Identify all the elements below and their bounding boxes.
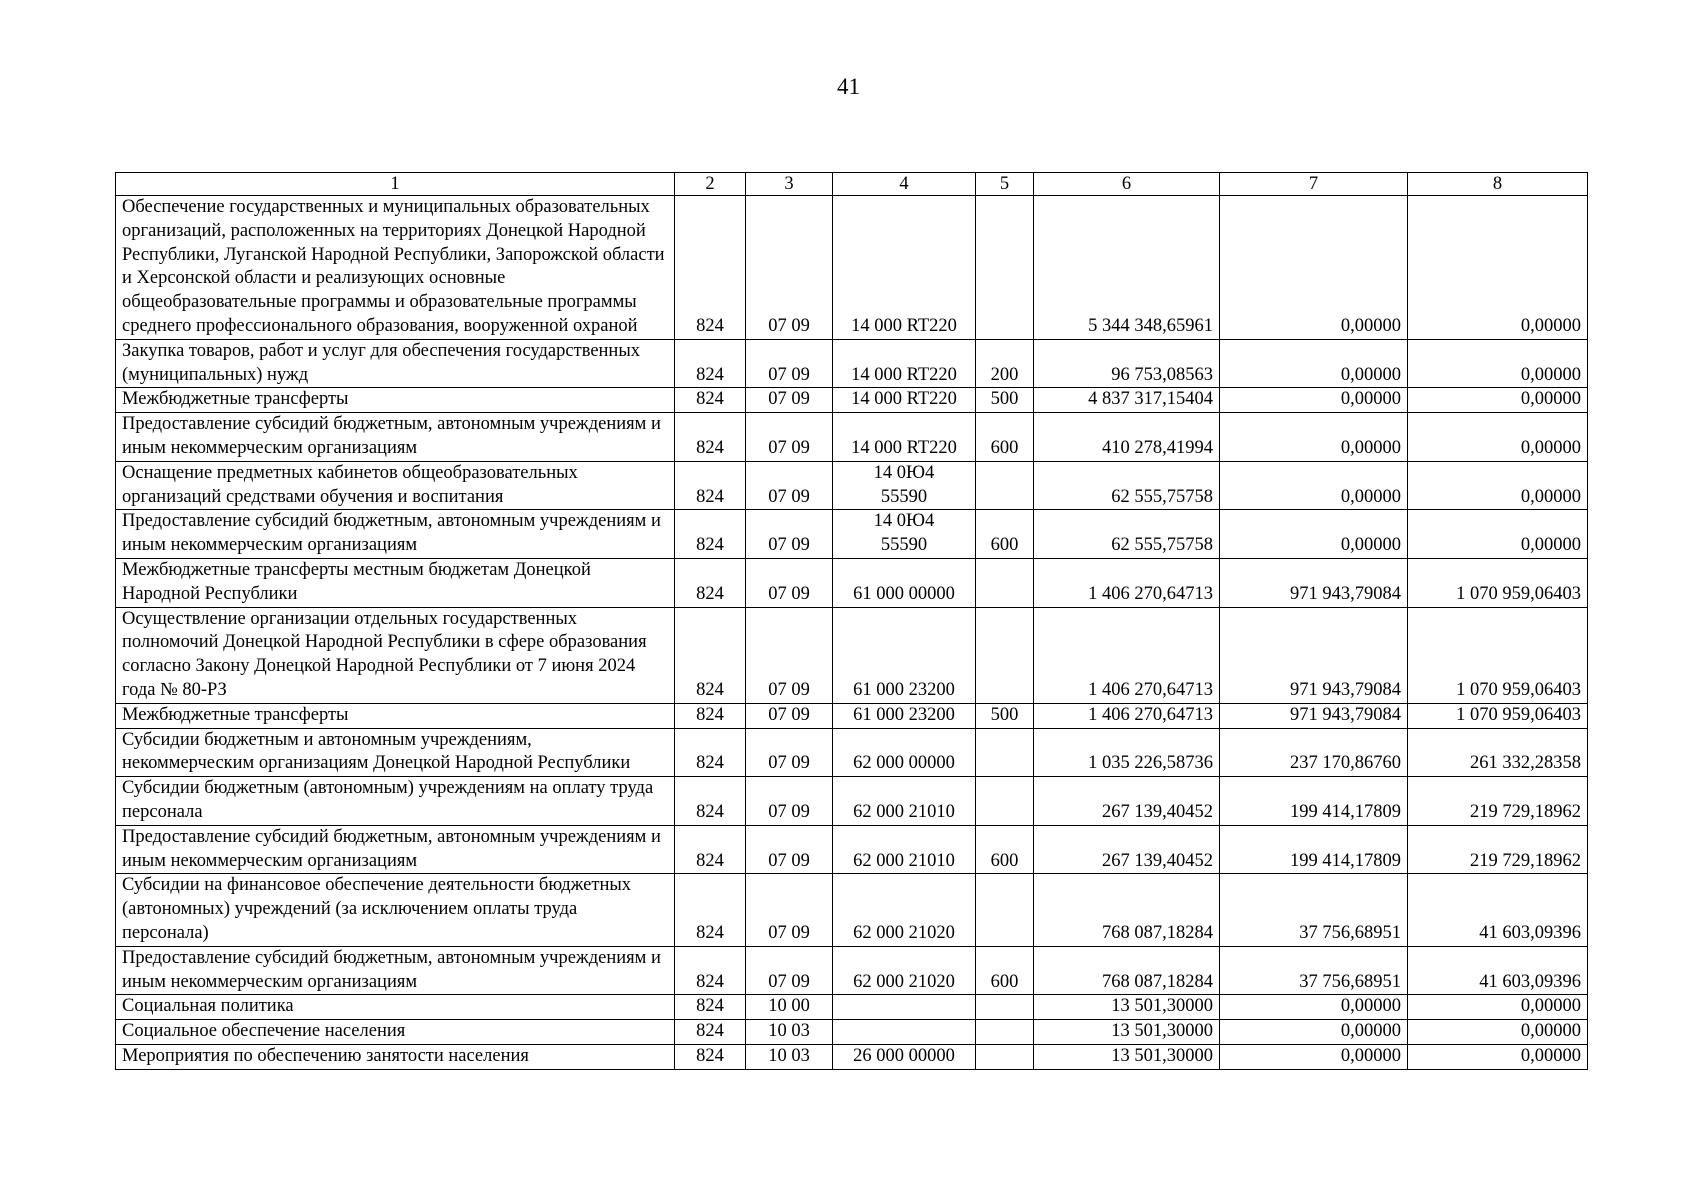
target-article-cell	[833, 995, 976, 1020]
target-article-cell: 62 000 00000	[833, 728, 976, 777]
header-cell: 6	[1034, 173, 1220, 196]
amount-col7-cell: 0,00000	[1220, 1020, 1408, 1045]
expense-type-cell: 600	[976, 825, 1034, 874]
amount-col8-cell: 1 070 959,06403	[1408, 607, 1588, 703]
ved-code-cell: 824	[675, 1044, 746, 1069]
ved-code-cell: 824	[675, 196, 746, 340]
ved-code-cell: 824	[675, 874, 746, 946]
row-name-cell: Предоставление субсидий бюджетным, автономным учреждениям и иным некоммерческим организациям	[116, 946, 675, 995]
row-name-cell: Субсидии бюджетным и автономным учреждениям, некоммерческим организациям Донецкой Народной Республики	[116, 728, 675, 777]
amount-col6-cell: 13 501,30000	[1034, 995, 1220, 1020]
row-name-cell: Предоставление субсидий бюджетным, автономным учреждениям и иным некоммерческим организациям	[116, 825, 675, 874]
amount-col8-cell: 41 603,09396	[1408, 874, 1588, 946]
row-name-cell: Социальная политика	[116, 995, 675, 1020]
row-name-cell: Субсидии на финансовое обеспечение деятельности бюджетных (автономных) учреждений (за исключением оплаты труда персонала)	[116, 874, 675, 946]
table-row	[116, 558, 1588, 607]
section-code-cell: 10 03	[746, 1020, 833, 1045]
table-row	[116, 461, 1588, 510]
table-row	[116, 1020, 1588, 1045]
row-name-cell: Мероприятия по обеспечению занятости населения	[116, 1044, 675, 1069]
header-cell: 3	[746, 173, 833, 196]
ved-code-cell: 824	[675, 558, 746, 607]
table-row	[116, 703, 1588, 728]
target-article-cell: 14 000 RT220	[833, 388, 976, 413]
amount-col8-cell: 0,00000	[1408, 1020, 1588, 1045]
section-code-cell: 07 09	[746, 777, 833, 826]
amount-col8-cell: 0,00000	[1408, 196, 1588, 340]
header-cell: 7	[1220, 173, 1408, 196]
amount-col8-cell: 1 070 959,06403	[1408, 703, 1588, 728]
target-article-cell: 14 000 RT220	[833, 196, 976, 340]
ved-code-cell: 824	[675, 339, 746, 388]
section-code-cell: 07 09	[746, 946, 833, 995]
table-row	[116, 1044, 1588, 1069]
expense-type-cell	[976, 558, 1034, 607]
expense-type-cell	[976, 874, 1034, 946]
section-code-cell: 10 03	[746, 1044, 833, 1069]
target-article-cell	[833, 1020, 976, 1045]
amount-col6-cell: 13 501,30000	[1034, 1044, 1220, 1069]
section-code-cell: 10 00	[746, 995, 833, 1020]
amount-col8-cell: 219 729,18962	[1408, 825, 1588, 874]
expense-type-cell: 600	[976, 413, 1034, 462]
ved-code-cell: 824	[675, 703, 746, 728]
table-body	[116, 196, 1588, 1070]
amount-col7-cell: 37 756,68951	[1220, 874, 1408, 946]
amount-col8-cell: 0,00000	[1408, 1044, 1588, 1069]
row-name-cell: Социальное обеспечение населения	[116, 1020, 675, 1045]
header-cell: 2	[675, 173, 746, 196]
amount-col8-cell: 1 070 959,06403	[1408, 558, 1588, 607]
amount-col8-cell: 0,00000	[1408, 388, 1588, 413]
target-article-cell: 14 000 RT220	[833, 339, 976, 388]
table-row	[116, 946, 1588, 995]
expense-type-cell	[976, 995, 1034, 1020]
ved-code-cell: 824	[675, 413, 746, 462]
expense-type-cell	[976, 1020, 1034, 1045]
amount-col8-cell: 219 729,18962	[1408, 777, 1588, 826]
amount-col8-cell: 261 332,28358	[1408, 728, 1588, 777]
amount-col7-cell: 0,00000	[1220, 510, 1408, 559]
amount-col8-cell: 41 603,09396	[1408, 946, 1588, 995]
section-code-cell: 07 09	[746, 703, 833, 728]
budget-table	[115, 172, 1588, 1070]
target-article-cell: 14 0Ю4 55590	[833, 461, 976, 510]
amount-col7-cell: 199 414,17809	[1220, 825, 1408, 874]
amount-col7-cell: 971 943,79084	[1220, 703, 1408, 728]
amount-col7-cell: 0,00000	[1220, 196, 1408, 340]
amount-col6-cell: 62 555,75758	[1034, 461, 1220, 510]
amount-col7-cell: 0,00000	[1220, 461, 1408, 510]
table-row	[116, 339, 1588, 388]
target-article-cell: 26 000 00000	[833, 1044, 976, 1069]
row-name-cell: Закупка товаров, работ и услуг для обеспечения государственных (муниципальных) нужд	[116, 339, 675, 388]
amount-col8-cell: 0,00000	[1408, 339, 1588, 388]
section-code-cell: 07 09	[746, 388, 833, 413]
amount-col6-cell: 768 087,18284	[1034, 946, 1220, 995]
target-article-cell: 14 000 RT220	[833, 413, 976, 462]
row-name-cell: Межбюджетные трансферты	[116, 388, 675, 413]
ved-code-cell: 824	[675, 510, 746, 559]
ved-code-cell: 824	[675, 777, 746, 826]
table-row	[116, 777, 1588, 826]
row-name-cell: Межбюджетные трансферты местным бюджетам Донецкой Народной Республики	[116, 558, 675, 607]
target-article-cell: 61 000 23200	[833, 607, 976, 703]
section-code-cell: 07 09	[746, 413, 833, 462]
amount-col6-cell: 96 753,08563	[1034, 339, 1220, 388]
target-article-cell: 61 000 00000	[833, 558, 976, 607]
amount-col7-cell: 0,00000	[1220, 995, 1408, 1020]
ved-code-cell: 824	[675, 825, 746, 874]
amount-col7-cell: 971 943,79084	[1220, 607, 1408, 703]
expense-type-cell: 600	[976, 946, 1034, 995]
amount-col7-cell: 0,00000	[1220, 1044, 1408, 1069]
amount-col7-cell: 37 756,68951	[1220, 946, 1408, 995]
target-article-cell: 62 000 21020	[833, 946, 976, 995]
section-code-cell: 07 09	[746, 461, 833, 510]
table-row	[116, 607, 1588, 703]
ved-code-cell: 824	[675, 728, 746, 777]
ved-code-cell: 824	[675, 946, 746, 995]
section-code-cell: 07 09	[746, 825, 833, 874]
amount-col6-cell: 768 087,18284	[1034, 874, 1220, 946]
amount-col6-cell: 62 555,75758	[1034, 510, 1220, 559]
table-row	[116, 728, 1588, 777]
row-name-cell: Обеспечение государственных и муниципальных образовательных организаций, расположенных на территориях Донецкой Народной Республики, Луганской Народной Республики, Запорожской области и Херсонской области и реализующих основные общеобразовательные программы и образовательные программы среднего профессионального образования, вооруженной охраной	[116, 196, 675, 340]
table-row	[116, 825, 1588, 874]
target-article-cell: 62 000 21010	[833, 777, 976, 826]
amount-col7-cell: 0,00000	[1220, 388, 1408, 413]
row-name-cell: Осуществление организации отдельных государственных полномочий Донецкой Народной Республики в сфере образования согласно Закону Донецкой Народной Республики от 7 июня 2024 года № 80-РЗ	[116, 607, 675, 703]
table-row	[116, 196, 1588, 340]
section-code-cell: 07 09	[746, 196, 833, 340]
expense-type-cell: 600	[976, 510, 1034, 559]
amount-col6-cell: 1 406 270,64713	[1034, 703, 1220, 728]
ved-code-cell: 824	[675, 607, 746, 703]
target-article-cell: 61 000 23200	[833, 703, 976, 728]
table-row	[116, 874, 1588, 946]
amount-col6-cell: 267 139,40452	[1034, 777, 1220, 826]
header-cell: 5	[976, 173, 1034, 196]
table-row	[116, 995, 1588, 1020]
expense-type-cell	[976, 607, 1034, 703]
page-number: 41	[837, 74, 860, 99]
amount-col7-cell: 0,00000	[1220, 339, 1408, 388]
row-name-cell: Субсидии бюджетным (автономным) учреждениям на оплату труда персонала	[116, 777, 675, 826]
section-code-cell: 07 09	[746, 558, 833, 607]
section-code-cell: 07 09	[746, 607, 833, 703]
ved-code-cell: 824	[675, 995, 746, 1020]
amount-col8-cell: 0,00000	[1408, 461, 1588, 510]
ved-code-cell: 824	[675, 461, 746, 510]
expense-type-cell	[976, 1044, 1034, 1069]
row-name-cell: Предоставление субсидий бюджетным, автономным учреждениям и иным некоммерческим организациям	[116, 510, 675, 559]
expense-type-cell	[976, 196, 1034, 340]
ved-code-cell: 824	[675, 1020, 746, 1045]
header-cell: 1	[116, 173, 675, 196]
table-row	[116, 510, 1588, 559]
section-code-cell: 07 09	[746, 510, 833, 559]
target-article-cell: 62 000 21010	[833, 825, 976, 874]
row-name-cell: Предоставление субсидий бюджетным, автономным учреждениям и иным некоммерческим организациям	[116, 413, 675, 462]
amount-col6-cell: 267 139,40452	[1034, 825, 1220, 874]
amount-col7-cell: 971 943,79084	[1220, 558, 1408, 607]
amount-col6-cell: 4 837 317,15404	[1034, 388, 1220, 413]
expense-type-cell: 500	[976, 703, 1034, 728]
amount-col6-cell: 5 344 348,65961	[1034, 196, 1220, 340]
amount-col7-cell: 237 170,86760	[1220, 728, 1408, 777]
amount-col7-cell: 0,00000	[1220, 413, 1408, 462]
expense-type-cell	[976, 461, 1034, 510]
header-cell: 8	[1408, 173, 1588, 196]
amount-col6-cell: 1 035 226,58736	[1034, 728, 1220, 777]
target-article-cell: 62 000 21020	[833, 874, 976, 946]
amount-col8-cell: 0,00000	[1408, 510, 1588, 559]
expense-type-cell	[976, 728, 1034, 777]
section-code-cell: 07 09	[746, 874, 833, 946]
section-code-cell: 07 09	[746, 728, 833, 777]
amount-col8-cell: 0,00000	[1408, 413, 1588, 462]
target-article-cell: 14 0Ю4 55590	[833, 510, 976, 559]
amount-col7-cell: 199 414,17809	[1220, 777, 1408, 826]
expense-type-cell: 500	[976, 388, 1034, 413]
header-cell: 4	[833, 173, 976, 196]
expense-type-cell	[976, 777, 1034, 826]
row-name-cell: Оснащение предметных кабинетов общеобразовательных организаций средствами обучения и воспитания	[116, 461, 675, 510]
expense-type-cell: 200	[976, 339, 1034, 388]
table-row	[116, 413, 1588, 462]
amount-col6-cell: 13 501,30000	[1034, 1020, 1220, 1045]
amount-col6-cell: 1 406 270,64713	[1034, 607, 1220, 703]
ved-code-cell: 824	[675, 388, 746, 413]
amount-col6-cell: 410 278,41994	[1034, 413, 1220, 462]
table-row	[116, 388, 1588, 413]
amount-col6-cell: 1 406 270,64713	[1034, 558, 1220, 607]
row-name-cell: Межбюджетные трансферты	[116, 703, 675, 728]
section-code-cell: 07 09	[746, 339, 833, 388]
header-row	[116, 173, 1588, 196]
amount-col8-cell: 0,00000	[1408, 995, 1588, 1020]
